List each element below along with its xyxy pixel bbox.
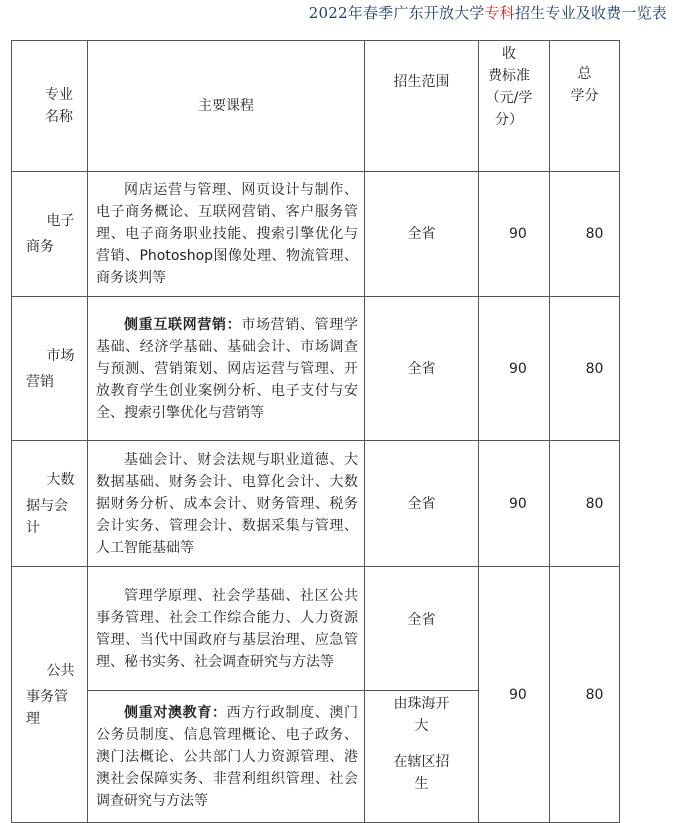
- header-total-credits: 总 学分: [550, 41, 620, 172]
- course-emphasis: 侧重互联网营销：: [124, 316, 242, 333]
- table-row: [12, 441, 620, 567]
- credit-cell: 80: [550, 567, 620, 823]
- credit-cell: 80: [550, 172, 620, 297]
- fee-cell: 90: [479, 172, 550, 297]
- fee-cell: 90: [479, 297, 550, 441]
- range-cell: 由珠海开 大 在辖区招 生: [365, 691, 479, 823]
- credit-cell: 80: [550, 297, 620, 441]
- title-suffix: 招生专业及收费一览表: [514, 4, 667, 22]
- range-cell: 全省: [365, 172, 479, 297]
- courses-cell: 网店运营与管理、网页设计与制作、电子商务概论、互联网营销、客户服务管理、电子商务职业技能、搜索引擎优化与营销、Photoshop图像处理、物流管理、商务谈判等: [88, 172, 365, 297]
- header-row: [12, 41, 620, 172]
- credit-cell: 80: [550, 441, 620, 567]
- title-highlight: 专科: [484, 4, 515, 22]
- header-main-courses: 主要课程: [88, 41, 365, 172]
- major-name-cell: 大数 据与会计: [12, 441, 88, 567]
- table-row: [12, 172, 620, 297]
- title-prefix: 2022年春季广东开放大学: [308, 4, 485, 22]
- header-fee-standard: 收 费标准 （元/学 分）: [479, 41, 550, 172]
- course-emphasis: 侧重对澳教育：: [124, 704, 227, 721]
- major-name-cell: 电子 商务: [12, 172, 88, 297]
- fee-cell: 90: [479, 567, 550, 823]
- courses-cell: 基础会计、财会法规与职业道德、大数据基础、财务会计、电算化会计、大数据财务分析、成本会计、财务管理、税务会计实务、管理会计、数据采集与管理、人工智能基础等: [88, 441, 365, 567]
- majors-table: [11, 40, 620, 823]
- header-major-name: 专业 名称: [12, 41, 88, 172]
- table-row: [12, 297, 620, 441]
- courses-cell: 管理学原理、社会学基础、社区公共事务管理、社会工作综合能力、人力资源管理、当代中国政府与基层治理、应急管理、秘书实务、社会调查研究与方法等: [88, 567, 365, 691]
- major-name-cell: 公共 事务管理: [12, 567, 88, 823]
- range-cell: 全省: [365, 441, 479, 567]
- major-name-cell: 市场 营销: [12, 297, 88, 441]
- range-cell: 全省: [365, 567, 479, 691]
- range-cell: 全省: [365, 297, 479, 441]
- courses-cell: 侧重对澳教育：西方行政制度、澳门公务员制度、信息管理概论、电子政务、澳门法概论、公共部门人力资源管理、港澳社会保障实务、非营利组织管理、社会调查研究与方法等: [88, 691, 365, 823]
- page-title: [309, 2, 667, 23]
- header-enrollment-range: 招生范围: [365, 41, 479, 172]
- fee-cell: 90: [479, 441, 550, 567]
- courses-cell: 侧重互联网营销：市场营销、管理学基础、经济学基础、基础会计、市场调查与预测、营销策划、网店运营与管理、开放教育学生创业案例分析、电子支付与安全、搜索引擎优化与营销等: [88, 297, 365, 441]
- table-row: [12, 567, 620, 691]
